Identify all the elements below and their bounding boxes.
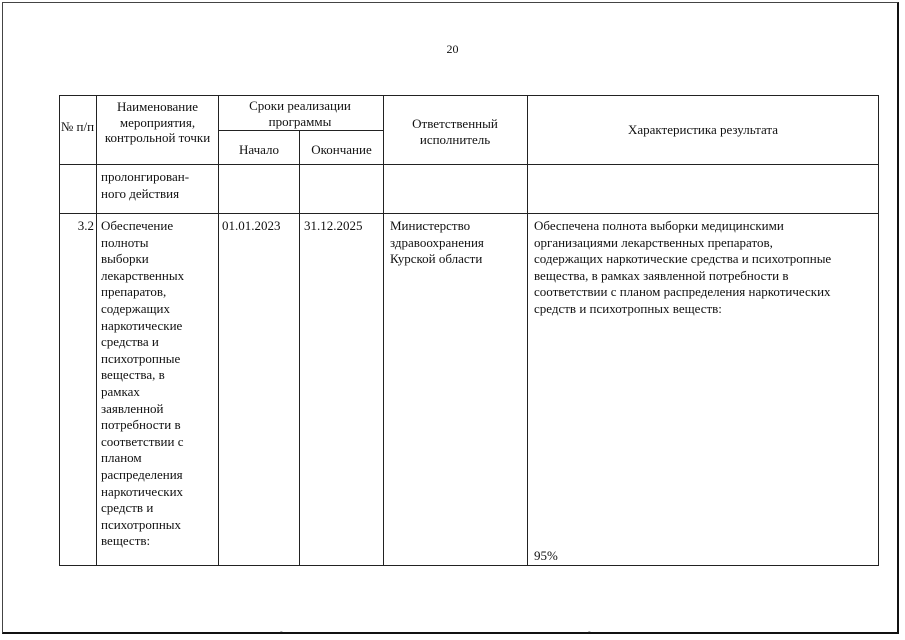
row-result-line: содержащих наркотические средства и психотропные — [534, 251, 832, 267]
column-divider-num — [96, 95, 97, 566]
header-name: Наименование мероприятия, контрольной точки — [104, 99, 211, 145]
row-name-line: наркотические — [101, 317, 183, 333]
row-name-line: содержащих — [101, 300, 170, 316]
header-end: Окончание — [311, 142, 372, 157]
row-result-line: соответствии с планом распределения наркотических — [534, 284, 831, 300]
row-name-line: рамках — [101, 383, 140, 399]
continuation-row-bottom-border — [59, 213, 879, 214]
row-name-line: наркотических — [101, 483, 184, 499]
row-name-line: выборки — [101, 251, 149, 267]
row-name-line: планом — [101, 450, 142, 466]
page-number: 20 — [446, 42, 459, 56]
column-divider-responsible — [527, 95, 528, 566]
row-name-line: средств и — [101, 500, 154, 516]
row-responsible-line: здравоохранения — [390, 234, 484, 250]
table-top-border — [59, 95, 879, 96]
column-divider-end — [383, 95, 384, 566]
row-result — [534, 218, 876, 318]
column-divider-start — [299, 130, 300, 566]
row-result-line: организациями лекарственных препаратов, — [534, 234, 773, 250]
row-name-line: психотропные — [101, 350, 181, 366]
row-start: 01.01.2023 — [222, 218, 281, 233]
continuation-name: пролонгирован-ного действия — [101, 169, 190, 201]
table-right-border — [878, 95, 879, 566]
header-terms: Сроки реализации программы — [249, 98, 351, 129]
row-result-line: вещества, в рамках заявленной потребности в — [534, 267, 789, 283]
row-name-line: препаратов, — [101, 284, 167, 300]
row-responsible-line: Министерство — [390, 218, 471, 233]
row-name-line: вещества, в — [101, 367, 165, 383]
column-divider-name — [218, 95, 219, 566]
row-result-line: Обеспечена полнота выборки медицинскими — [534, 218, 784, 233]
row-name-line: Обеспечение — [101, 218, 174, 233]
row-name-line: соответствии с — [101, 433, 184, 449]
table-left-border — [59, 95, 60, 566]
header-responsible: Ответственный исполнитель — [412, 116, 498, 147]
scan-speck: - — [280, 627, 283, 636]
row-name — [101, 218, 217, 550]
header-bottom-border — [59, 164, 879, 165]
row-name-line: потребности в — [101, 417, 181, 433]
header-num: № п/п — [60, 119, 95, 134]
header-start: Начало — [238, 142, 280, 157]
row-responsible-line: Курской области — [390, 251, 483, 267]
row-result-line: средств и психотропных веществ: — [534, 300, 722, 316]
row-name-line: полноты — [101, 234, 149, 250]
row-name-line: веществ: — [101, 533, 151, 549]
row-num: 3.2 — [77, 218, 94, 233]
row-name-line: заявленной — [101, 400, 164, 416]
row-name-line: лекарственных — [101, 267, 185, 283]
scan-speck: - — [588, 627, 591, 636]
row-name-line: психотропных — [101, 516, 182, 532]
header-result: Характеристика результата — [627, 122, 779, 137]
row-result-value: 95% — [534, 548, 558, 563]
row-end: 31.12.2025 — [304, 218, 363, 233]
table-bottom-border — [59, 565, 879, 566]
row-name-line: средства и — [101, 334, 159, 350]
terms-subheader-line — [218, 130, 383, 131]
row-responsible — [390, 218, 525, 268]
row-name-line: распределения — [101, 466, 183, 482]
